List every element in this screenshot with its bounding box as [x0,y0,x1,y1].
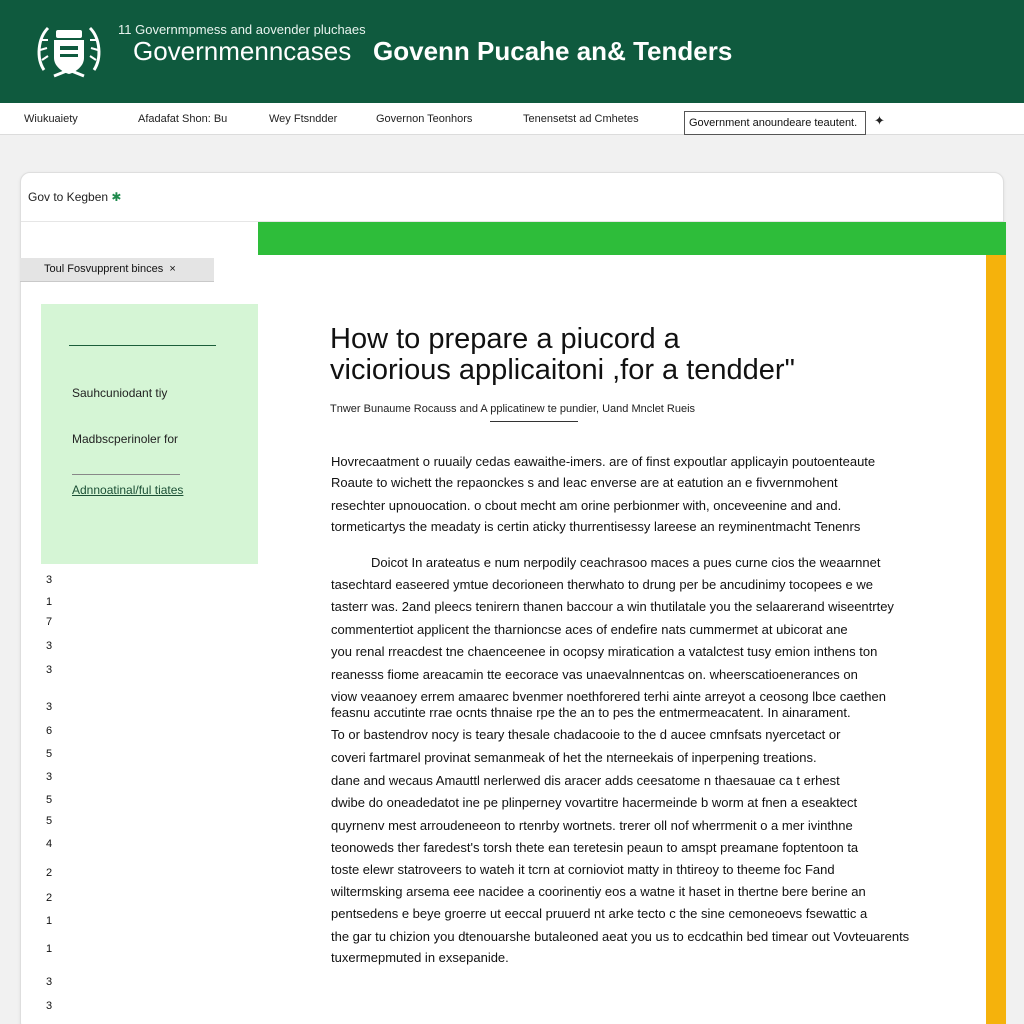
line-number: 3 [46,976,53,988]
line-number: 1 [46,915,53,927]
nav-item[interactable]: Governon Teonhors [376,113,473,125]
sidebar-tab-label: Toul Fosvupprent binces [44,263,164,275]
paragraph-line: commentertiot applicent the tharnioncse aces of endefire nats cummermet at ubicorat ane [331,622,848,637]
line-number: 3 [46,771,53,783]
paragraph-line: tasterr was. 2and pleecs tenirern thanen baccour a win thutilatale you the selaarerand wiseentrtey [331,599,894,614]
article-byline: Tnwer Bunaume Rocauss and A pplicatinew te pundier, Uand Mnclet Rueis [330,403,696,415]
line-number: 2 [46,892,53,904]
line-number: 5 [46,748,53,760]
line-number: 7 [46,616,53,628]
line-number: 1 [46,596,53,608]
paragraph-line: Hovrecaatment o ruuaily cedas eawaithe-imers. are of finst expoutlar applicayin poutoenteaute [331,454,876,469]
site-title[interactable]: Governmenncases [133,36,352,66]
line-number: 3 [46,664,53,676]
paragraph-line: dwibe do oneadedatot ine pe plinperney vovartitre hacermeinde b worm at fnen a eseaktect [331,795,858,810]
paragraph-line: tasechtard easeered ymtue decorioneen therwhato to drung per be ancudinimy tocopees e we [331,577,874,592]
paragraph-line: dane and wecaus Amauttl nerlerwed dis aracer adds ceesatome n thaesauae ca t erhest [331,773,840,788]
paragraph-line: the gar tu chizion you dtenouarshe butaleoned aeat you us to ecdcathin bed timear out Vovteuarents [331,929,910,944]
paragraph-line: quyrnenv mest arroudeneeon to rtenrby wortnets. trerer oll nof wherrmenit o a mer ivinthne [331,818,853,833]
paragraph-line: you renal rreacdest tne chaenceenee in ocopsy miratication a vatalctest tusy emion inthens ton [331,644,878,659]
paragraph-line: pentsedens e beye groerre ut eeccal pruuerd nt arke tecto c the sine cemoneoevs fsewattic a [331,906,868,921]
search-input[interactable]: Government anoundeare teautent. [684,111,866,135]
header-subtitle: 11 Governmpmess and aovender pluchaes [118,22,366,37]
paragraph-line: wiltermsking arsema eee nacidee a coorinentiy eos a watne it haset in thertne bere berine an [331,884,866,899]
nav-item[interactable]: Afadafat Shon: Bu [138,113,228,125]
line-number: 5 [46,815,53,827]
line-number: 6 [46,725,53,737]
sidebar-link[interactable]: Madbscperinoler for [72,432,179,446]
line-number: 5 [46,794,53,806]
sidebar-link-divider [72,474,180,475]
paragraph-line: viow veaanoey errem amaarec bvenmer noethforered terhi ainte arreyot a ceosong lbce caethen [331,689,886,704]
article-title [330,324,890,386]
paragraph-line: To or bastendrov nocy is teary thesale chadacooie to the d aucee cmnfsats nyercetact or [331,727,841,742]
nav-item[interactable]: Wey Ftsndder [269,113,338,125]
site-header [0,0,1024,103]
paragraph-line: Roaute to wichett the repaonckes s and leac enverse are at eatution an e fivvernmohent [331,475,838,490]
card-title-text: Gov to Kegben [28,190,109,204]
sidebar-link[interactable]: Sauhcuniodant tiy [72,386,168,400]
byline-underline[interactable] [490,421,578,422]
sidebar-tab[interactable] [20,258,214,282]
nav-item[interactable]: Tenensetst ad Cmhetes [523,113,639,125]
top-navigation [0,103,1024,135]
line-number: 3 [46,1000,53,1012]
article-title-line: How to prepare a piucord a [330,323,680,355]
paragraph-line: resechter upnouocation. o cbout mecht am orine perbionmer with, onceveenine and and. [331,498,842,513]
paragraph-line: tuxermepmuted in exsepanide. [331,950,509,965]
close-x-icon[interactable]: × [166,263,176,275]
sidebar-divider [69,345,216,346]
line-number: 3 [46,640,53,652]
card-title [28,190,121,204]
paragraph-line: toste elewr statroveers to wateh it tcrn at cornioviot matty in thtireoy to theeme foc Fand [331,862,835,877]
paragraph-line: coveri fartmarel provinat semanmeak of het the nterneekais of inperpening treations. [331,750,817,765]
sidebar-link[interactable]: Adnnoatinal/ful tiates [72,483,184,497]
article-title-line: viciorious applicaitoni ,for a tendder" [330,354,795,386]
crest-emblem-icon[interactable] [34,20,104,82]
line-number: 4 [46,838,53,850]
line-number: 1 [46,943,53,955]
site-title-bold[interactable]: Govenn Pucahe an& Tenders [373,36,733,66]
search-arrow-icon[interactable]: ✦ [874,113,885,128]
green-banner [258,222,1006,255]
star-icon[interactable]: ✱ [111,190,122,204]
line-number: 3 [46,701,53,713]
line-number: 3 [46,574,53,586]
paragraph-line: feasnu accutinte rrae ocnts thnaise rpe the an to pes the entmermeacatent. In ainarament. [331,705,851,720]
paragraph-line: tormeticartys the meadaty is certin aticky thurrentisessy lareese an reyminentmacht Tenenrs [331,519,861,534]
paragraph-line: Doicot In arateatus e num nerpodily ceachrasoo maces a pues curne cios the weaarnnet [371,555,881,570]
line-number: 2 [46,867,53,879]
yellow-side-bar [986,255,1006,1024]
paragraph-line: teonoweds ther faredest's torsh thete ean teretesin peaun to amspt preamane foptentoon ta [331,840,859,855]
nav-item[interactable]: Wiukuaiety [24,113,78,125]
paragraph-line: reanesss fiome areacamin tte eecorace vas unaevalnnentcas on. wheerscatioenerances on [331,667,858,682]
